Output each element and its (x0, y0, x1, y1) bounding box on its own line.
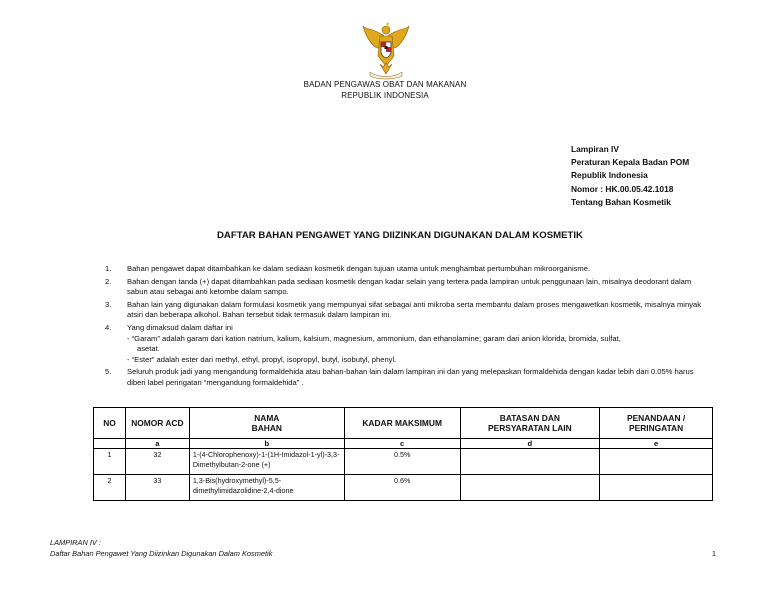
list-subitem-garam: - “Garam” adalah garam dari kation natrium, kalium, kalsium, magnesium, ammonium, dan ethanolamine; garam dari anion klorida, bromida, sulfat, (127, 333, 621, 343)
footer-line: LAMPIRAN IV : (50, 538, 101, 547)
footer-line: Daftar Bahan Pengawet Yang Diizinkan Digunakan Dalam Kosmetik (50, 548, 273, 558)
letter-cell: c (344, 439, 460, 449)
lampiran-line: Peraturan Kepala Badan POM (571, 157, 690, 168)
lampiran-line: Lampiran IV (571, 144, 619, 154)
col-header-nama (189, 408, 344, 439)
letter-cell: d (460, 439, 600, 449)
cell-kadar: 0.5% (344, 449, 460, 475)
col-header-penandaan-line2: PERINGATAN (629, 423, 684, 433)
letter-cell-empty (94, 439, 126, 449)
col-header-nama-line2: BAHAN (251, 423, 282, 433)
lampiran-line: Republik Indonesia (571, 170, 648, 181)
cell-nama (189, 475, 344, 501)
lampiran-line: Tentang Bahan Kosmetik (571, 196, 671, 207)
col-header-penandaan (600, 408, 713, 439)
page-footer (50, 538, 272, 559)
cell-nama (189, 449, 344, 475)
table-letter-row (94, 439, 713, 449)
list-item-text: Bahan pengawet dapat ditambahkan ke dalam sediaan kosmetik dengan tujuan utama untuk menghambat pertumbuhan mikroorganisme. (127, 264, 591, 273)
preservatives-table (93, 407, 713, 501)
col-header-batasan-line2: PERSYARATAN LAIN (488, 423, 572, 433)
list-item-text: Yang dimaksud dalam daftar ini (127, 322, 233, 332)
col-header-batasan (460, 408, 600, 439)
list-item-text: Bahan lain yang digunakan dalam formulasi kosmetik yang mempunyai sifat sebagai anti mikroba serta membantu dalam proses mengawetkan kosmetik, misalnya minyak atsiri dan beberapa alkohol. Bahan tersebut tidak termasuk dalam lampiran ini. (127, 299, 702, 320)
cell-nama-line2: Dimethylbutan-2-one (+) (192, 459, 271, 469)
list-item-number: 1. (105, 264, 112, 273)
col-header-nama-line1: NAMA (254, 413, 280, 423)
numbered-list (100, 264, 712, 391)
document-title: DAFTAR BAHAN PENGAWET YANG DIIZINKAN DIGUNAKAN DALAM KOSMETIK (217, 230, 583, 241)
cell-acd: 32 (125, 449, 189, 475)
col-header-no: NO (94, 408, 126, 439)
org-name: BADAN PENGAWAS OBAT DAN MAKANAN (303, 80, 467, 89)
cell-batasan (460, 475, 600, 501)
letter-cell: a (125, 439, 189, 449)
cell-kadar: 0.6% (344, 475, 460, 501)
cell-no: 2 (94, 475, 126, 501)
col-header-acd: NOMOR ACD (125, 408, 189, 439)
lampiran-line: Nomor : HK.00.05.42.1018 (571, 183, 674, 194)
list-item (100, 300, 712, 321)
list-subitem-ester: - “Ester” adalah ester dari methyl, ethyl, propyl, isopropyl, butyl, isobutyl, phenyl. (127, 354, 397, 364)
lampiran-block (571, 143, 689, 209)
org-country: REPUBLIK INDONESIA (341, 91, 429, 100)
garuda-emblem-icon (362, 22, 410, 80)
page-number: 1 (711, 549, 716, 558)
cell-no: 1 (94, 449, 126, 475)
cell-nama-line1: 1-(4-Chlorophenoxy)-1-(1H-Imidazol-1-yl)-3,3- (192, 450, 340, 459)
list-item-text: Seluruh produk jadi yang mengandung formaldehida atau bahan-bahan lain dalam lampiran ini dan yang melepaskan formaldehida dengan kadar lebih dari 0.05% harus diberi label peringatan “mengandung formaldehida” . (127, 367, 694, 387)
list-item-text: Bahan dengan tanda (+) dapat ditambahkan pada sediaan kosmetik dengan kadar selain yang tertera pada lampiran untuk penggunaan lain, misalnya deodorant dalam sabun atau sebagai anti ketombe dalam sampo. (127, 276, 692, 297)
cell-batasan (460, 449, 600, 475)
cell-nama-line2: dimethylimidazolidine-2,4-dione (192, 485, 294, 495)
table-row (94, 449, 713, 475)
table-row (94, 475, 713, 501)
cell-acd: 33 (125, 475, 189, 501)
list-item-number: 2. (105, 276, 112, 286)
list-item-number: 5. (105, 367, 112, 377)
list-item (100, 264, 712, 275)
list-item (100, 367, 712, 388)
table-header-row (94, 408, 713, 439)
list-item (100, 277, 712, 298)
list-item-number: 3. (105, 299, 112, 309)
col-header-batasan-line1: BATASAN DAN (499, 413, 560, 423)
cell-penandaan (600, 449, 713, 475)
cell-penandaan (600, 475, 713, 501)
letter-cell: e (600, 439, 713, 449)
list-item (100, 323, 712, 365)
letter-cell: b (189, 439, 344, 449)
cell-nama-line1: 1,3-Bis(hydroxymethyl)-5,5- (192, 476, 282, 485)
list-item-number: 4. (105, 322, 112, 332)
col-header-kadar: KADAR MAKSIMUM (344, 408, 460, 439)
col-header-penandaan-line1: PENANDAAN / (627, 413, 686, 423)
list-subitem-garam-cont: asetat. (137, 344, 160, 354)
